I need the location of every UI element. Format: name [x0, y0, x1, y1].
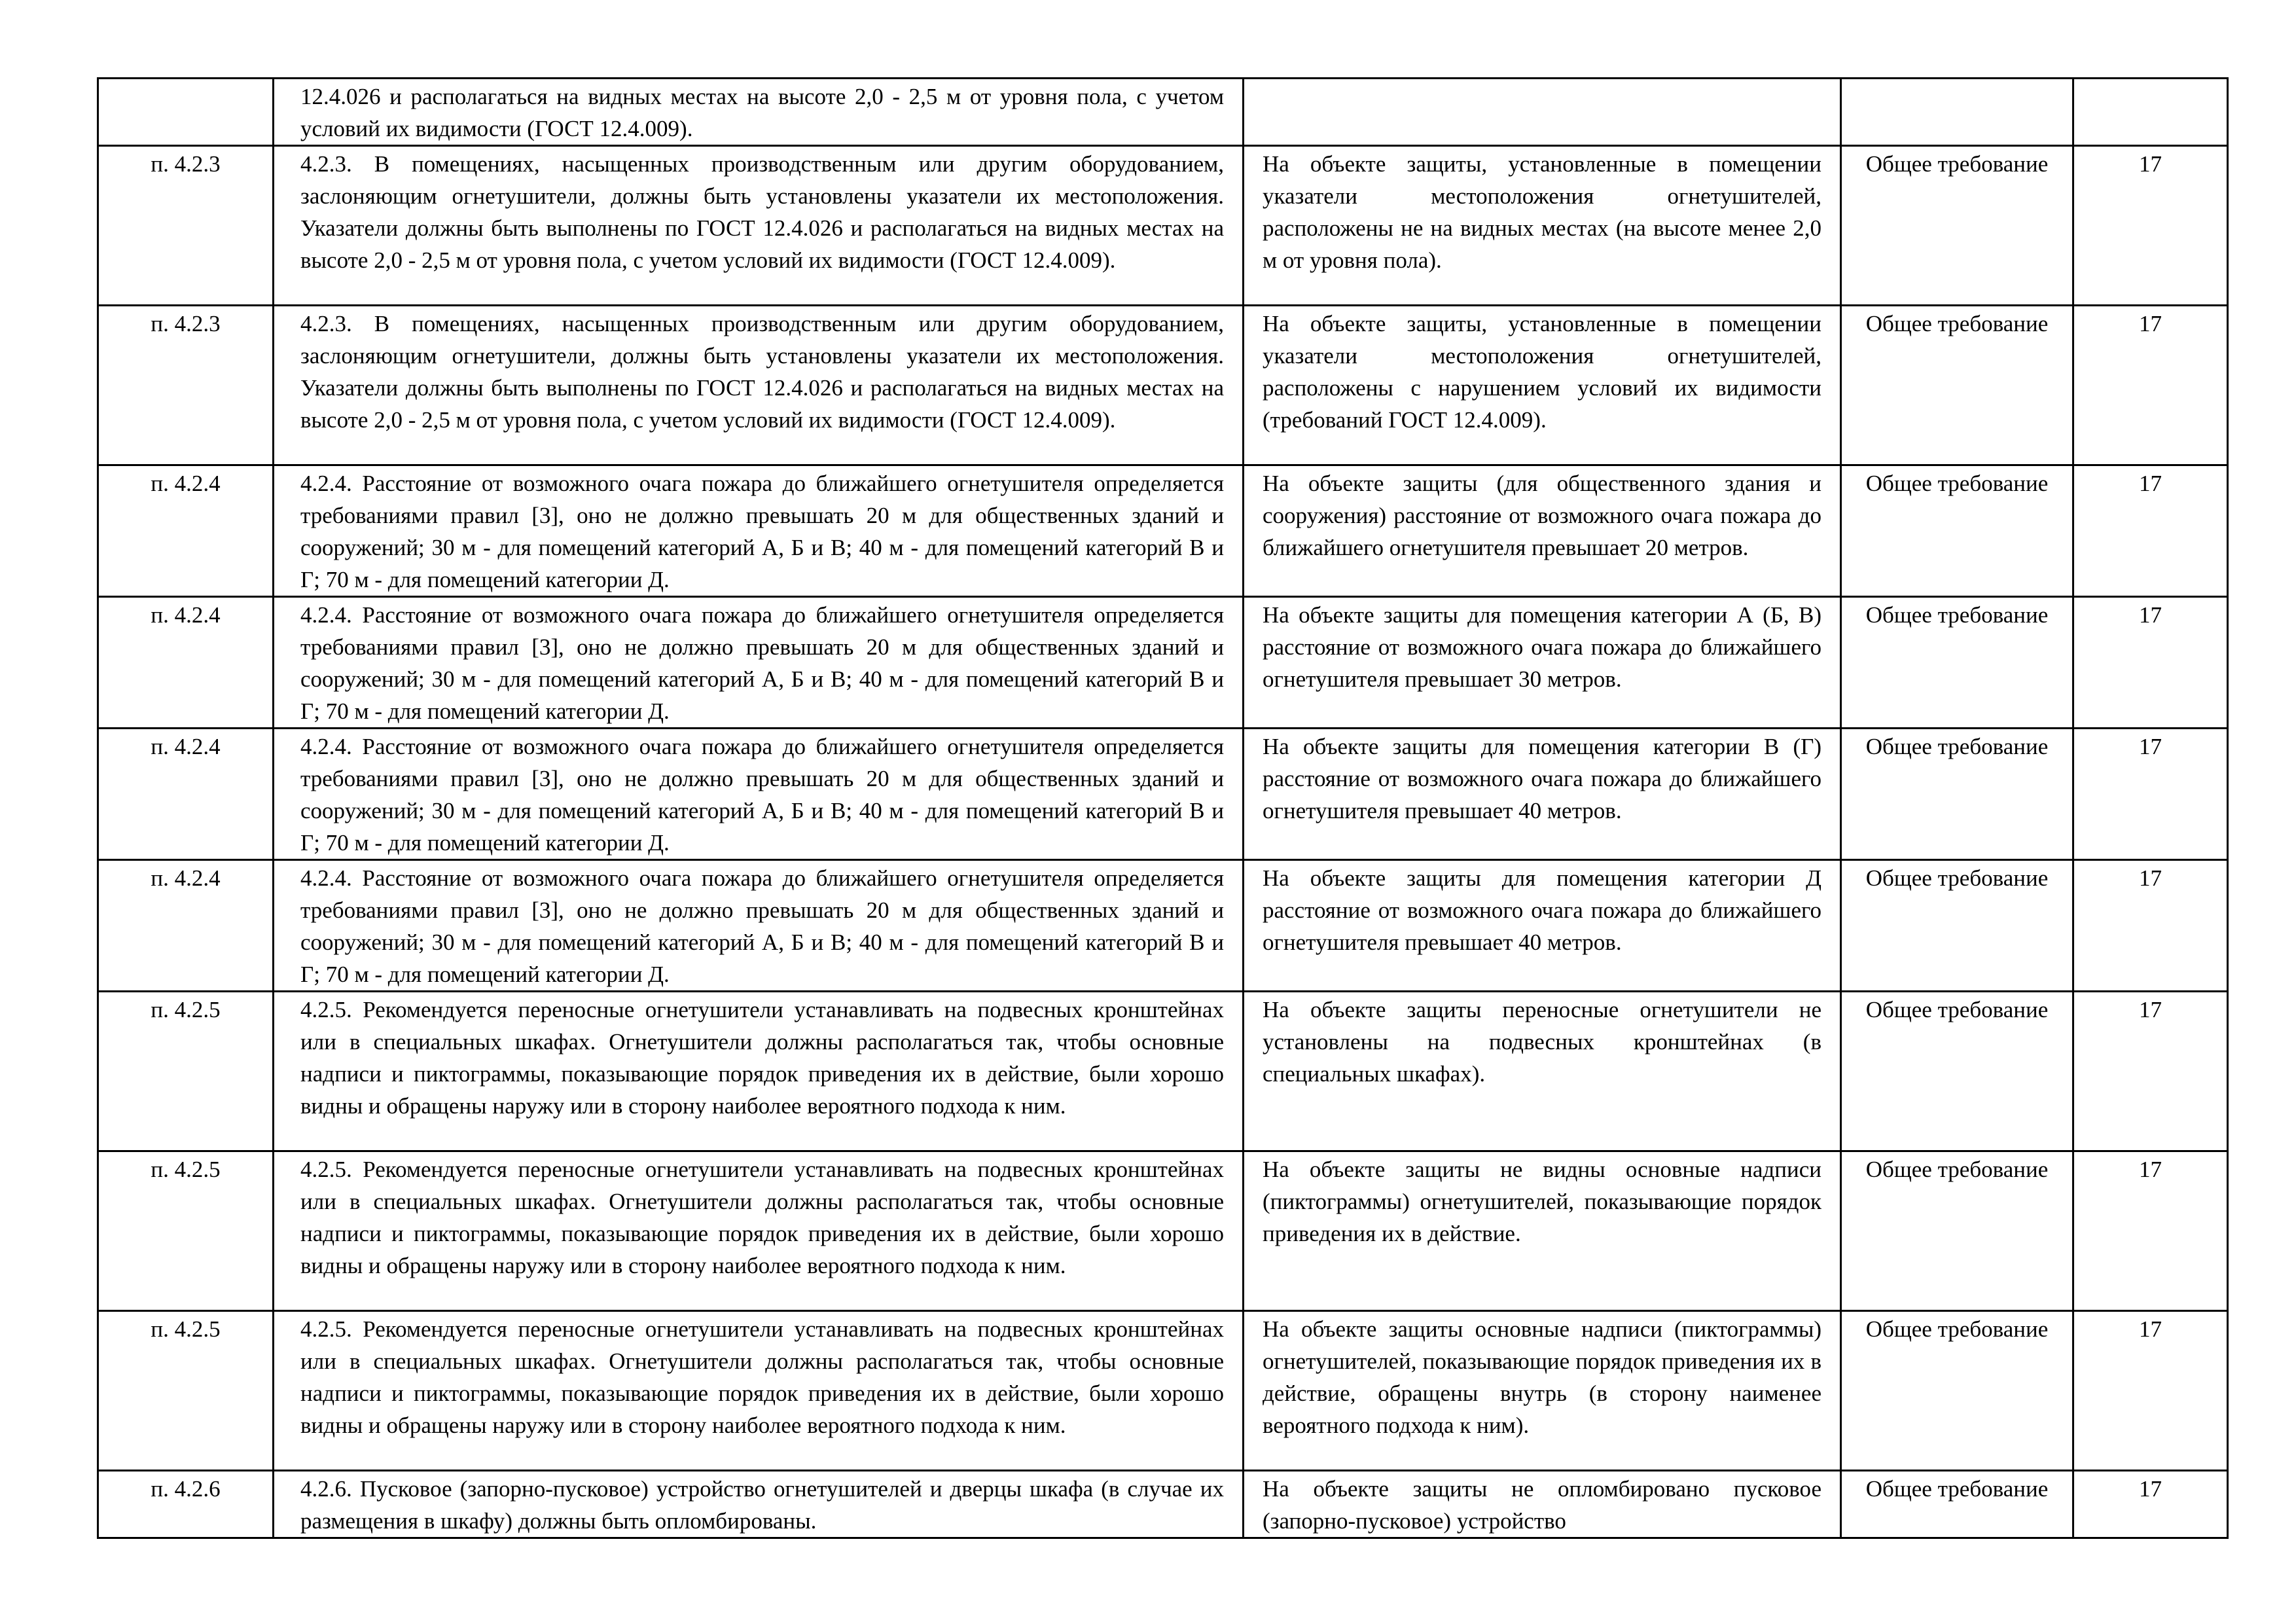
table-row [98, 146, 2228, 306]
article-number: 17 [2139, 471, 2162, 496]
category-cell [1841, 1311, 2073, 1471]
violation-text: На объекте защиты, установленные в помещении указатели местоположения огнетушителей, расположены с нарушением условий их видимости (требований ГОСТ 12.4.009). [1263, 311, 1821, 433]
table-row [98, 597, 2228, 729]
table-row [98, 860, 2228, 992]
requirement-text: 4.2.5. Рекомендуется переносные огнетушители устанавливать на подвесных кронштейнах или в специальных шкафах. Огнетушители должны располагаться так, чтобы основные надписи и пиктограммы, показывающие порядок приведения их в действие, были хорошо видны и обращены наружу или в сторону наиболее вероятного подхода к ним. [300, 1316, 1224, 1438]
article-number: 17 [2139, 1157, 2162, 1182]
category-text: Общее требование [1865, 1316, 2049, 1342]
table-row [98, 1151, 2228, 1311]
category-text: Общее требование [1865, 602, 2049, 628]
clause-number-cell [98, 1311, 274, 1471]
clause-number: п. 4.2.3 [151, 311, 221, 336]
category-cell [1841, 860, 2073, 992]
violation-cell [1244, 860, 1841, 992]
category-text: Общее требование [1865, 311, 2049, 336]
clause-number-cell [98, 306, 274, 465]
table-row [98, 1311, 2228, 1471]
category-cell [1841, 597, 2073, 729]
article-cell [2073, 597, 2228, 729]
violation-text: На объекте защиты не опломбировано пусковое (запорно-пусковое) устройство [1263, 1476, 1821, 1534]
violation-cell [1244, 465, 1841, 597]
violation-cell [1244, 79, 1841, 146]
table-row [98, 465, 2228, 597]
requirement-text: 4.2.4. Расстояние от возможного очага пожара до ближайшего огнетушителя определяется требованиями правил [3], оно не должно превышать 20 м для общественных зданий и сооружений; 30 м - для помещений категорий А, Б и В; 40 м - для помещений категорий В и Г; 70 м - для помещений категории Д. [300, 865, 1224, 987]
article-cell [2073, 1151, 2228, 1311]
requirement-cell [274, 729, 1244, 860]
requirements-table [97, 77, 2229, 1539]
clause-number: п. 4.2.5 [151, 997, 221, 1022]
requirement-cell [274, 79, 1244, 146]
category-cell [1841, 79, 2073, 146]
violation-cell [1244, 992, 1841, 1151]
article-number: 17 [2139, 311, 2162, 336]
clause-number: п. 4.2.4 [151, 865, 221, 891]
category-text: Общее требование [1865, 151, 2049, 177]
category-text: Общее требование [1865, 997, 2049, 1022]
clause-number-cell [98, 79, 274, 146]
category-cell [1841, 146, 2073, 306]
article-number: 17 [2139, 1476, 2162, 1502]
table-row [98, 992, 2228, 1151]
article-number: 17 [2139, 602, 2162, 628]
article-cell [2073, 1471, 2228, 1538]
clause-number: п. 4.2.4 [151, 471, 221, 496]
requirement-text: 4.2.4. Расстояние от возможного очага пожара до ближайшего огнетушителя определяется требованиями правил [3], оно не должно превышать 20 м для общественных зданий и сооружений; 30 м - для помещений категорий А, Б и В; 40 м - для помещений категорий В и Г; 70 м - для помещений категории Д. [300, 602, 1224, 724]
requirement-cell [274, 146, 1244, 306]
article-number: 17 [2139, 1316, 2162, 1342]
article-number: 17 [2139, 151, 2162, 177]
violation-text: На объекте защиты для помещения категории А (Б, В) расстояние от возможного очага пожара до ближайшего огнетушителя превышает 30 метров. [1263, 602, 1821, 692]
clause-number: п. 4.2.4 [151, 734, 221, 759]
article-cell [2073, 306, 2228, 465]
clause-number-cell [98, 465, 274, 597]
requirement-text: 4.2.3. В помещениях, насыщенных производственным или другим оборудованием, заслоняющим огнетушители, должны быть установлены указатели их местоположения. Указатели должны быть выполнены по ГОСТ 12.4.026 и располагаться на видных местах на высоте 2,0 - 2,5 м от уровня пола, с учетом условий их видимости (ГОСТ 12.4.009). [300, 311, 1224, 433]
requirement-text: 4.2.5. Рекомендуется переносные огнетушители устанавливать на подвесных кронштейнах или в специальных шкафах. Огнетушители должны располагаться так, чтобы основные надписи и пиктограммы, показывающие порядок приведения их в действие, были хорошо видны и обращены наружу или в сторону наиболее вероятного подхода к ним. [300, 1157, 1224, 1278]
article-cell [2073, 146, 2228, 306]
category-cell [1841, 1151, 2073, 1311]
requirement-cell [274, 992, 1244, 1151]
table-row [98, 1471, 2228, 1538]
clause-number-cell [98, 1471, 274, 1538]
clause-number: п. 4.2.3 [151, 151, 221, 177]
category-cell [1841, 306, 2073, 465]
category-cell [1841, 1471, 2073, 1538]
requirement-text: 4.2.3. В помещениях, насыщенных производственным или другим оборудованием, заслоняющим огнетушители, должны быть установлены указатели их местоположения. Указатели должны быть выполнены по ГОСТ 12.4.026 и располагаться на видных местах на высоте 2,0 - 2,5 м от уровня пола, с учетом условий их видимости (ГОСТ 12.4.009). [300, 151, 1224, 273]
clause-number: п. 4.2.5 [151, 1316, 221, 1342]
requirement-cell [274, 597, 1244, 729]
requirement-cell [274, 465, 1244, 597]
category-text: Общее требование [1865, 865, 2049, 891]
violation-text: На объекте защиты для помещения категории Д расстояние от возможного очага пожара до ближайшего огнетушителя превышает 40 метров. [1263, 865, 1821, 955]
article-cell [2073, 1311, 2228, 1471]
clause-number-cell [98, 146, 274, 306]
clause-number: п. 4.2.4 [151, 602, 221, 628]
requirement-cell [274, 1471, 1244, 1538]
category-cell [1841, 992, 2073, 1151]
article-cell [2073, 79, 2228, 146]
violation-text: На объекте защиты не видны основные надписи (пиктограммы) огнетушителей, показывающие порядок приведения их в действие. [1263, 1157, 1821, 1246]
requirement-text: 12.4.026 и располагаться на видных местах на высоте 2,0 - 2,5 м от уровня пола, с учетом условий их видимости (ГОСТ 12.4.009). [300, 84, 1224, 141]
article-number: 17 [2139, 865, 2162, 891]
requirement-text: 4.2.6. Пусковое (запорно-пусковое) устройство огнетушителей и дверцы шкафа (в случае их размещения в шкафу) должны быть опломбированы. [300, 1476, 1224, 1534]
article-cell [2073, 729, 2228, 860]
violation-text: На объекте защиты (для общественного здания и сооружения) расстояние от возможного очага пожара до ближайшего огнетушителя превышает 20 метров. [1263, 471, 1821, 560]
article-cell [2073, 860, 2228, 992]
violation-text: На объекте защиты, установленные в помещении указатели местоположения огнетушителей, расположены не на видных местах (на высоте менее 2,0 м от уровня пола). [1263, 151, 1821, 273]
article-cell [2073, 992, 2228, 1151]
requirement-cell [274, 1311, 1244, 1471]
category-text: Общее требование [1865, 734, 2049, 759]
category-text: Общее требование [1865, 1157, 2049, 1182]
category-cell [1841, 729, 2073, 860]
requirement-text: 4.2.4. Расстояние от возможного очага пожара до ближайшего огнетушителя определяется требованиями правил [3], оно не должно превышать 20 м для общественных зданий и сооружений; 30 м - для помещений категорий А, Б и В; 40 м - для помещений категорий В и Г; 70 м - для помещений категории Д. [300, 734, 1224, 856]
requirement-text: 4.2.5. Рекомендуется переносные огнетушители устанавливать на подвесных кронштейнах или в специальных шкафах. Огнетушители должны располагаться так, чтобы основные надписи и пиктограммы, показывающие порядок приведения их в действие, были хорошо видны и обращены наружу или в сторону наиболее вероятного подхода к ним. [300, 997, 1224, 1119]
clause-number: п. 4.2.5 [151, 1157, 221, 1182]
clause-number: п. 4.2.6 [151, 1476, 221, 1502]
article-cell [2073, 465, 2228, 597]
clause-number-cell [98, 1151, 274, 1311]
violation-cell [1244, 306, 1841, 465]
requirement-text: 4.2.4. Расстояние от возможного очага пожара до ближайшего огнетушителя определяется требованиями правил [3], оно не должно превышать 20 м для общественных зданий и сооружений; 30 м - для помещений категорий А, Б и В; 40 м - для помещений категорий В и Г; 70 м - для помещений категории Д. [300, 471, 1224, 592]
category-text: Общее требование [1865, 1476, 2049, 1502]
requirement-cell [274, 860, 1244, 992]
table-row [98, 729, 2228, 860]
violation-text: На объекте защиты переносные огнетушители не установлены на подвесных кронштейнах (в специальных шкафах). [1263, 997, 1821, 1087]
article-number: 17 [2139, 734, 2162, 759]
violation-text: На объекте защиты основные надписи (пиктограммы) огнетушителей, показывающие порядок приведения их в действие, обращены внутрь (в сторону наименее вероятного подхода к ним). [1263, 1316, 1821, 1438]
clause-number-cell [98, 597, 274, 729]
violation-text: На объекте защиты для помещения категории В (Г) расстояние от возможного очага пожара до ближайшего огнетушителя превышает 40 метров. [1263, 734, 1821, 823]
category-text: Общее требование [1865, 471, 2049, 496]
violation-cell [1244, 1471, 1841, 1538]
requirement-cell [274, 306, 1244, 465]
clause-number-cell [98, 729, 274, 860]
category-cell [1841, 465, 2073, 597]
violation-cell [1244, 729, 1841, 860]
article-number: 17 [2139, 997, 2162, 1022]
clause-number-cell [98, 992, 274, 1151]
violation-cell [1244, 1151, 1841, 1311]
requirement-cell [274, 1151, 1244, 1311]
violation-cell [1244, 597, 1841, 729]
violation-cell [1244, 1311, 1841, 1471]
clause-number-cell [98, 860, 274, 992]
table-row [98, 79, 2228, 146]
violation-cell [1244, 146, 1841, 306]
table-row [98, 306, 2228, 465]
